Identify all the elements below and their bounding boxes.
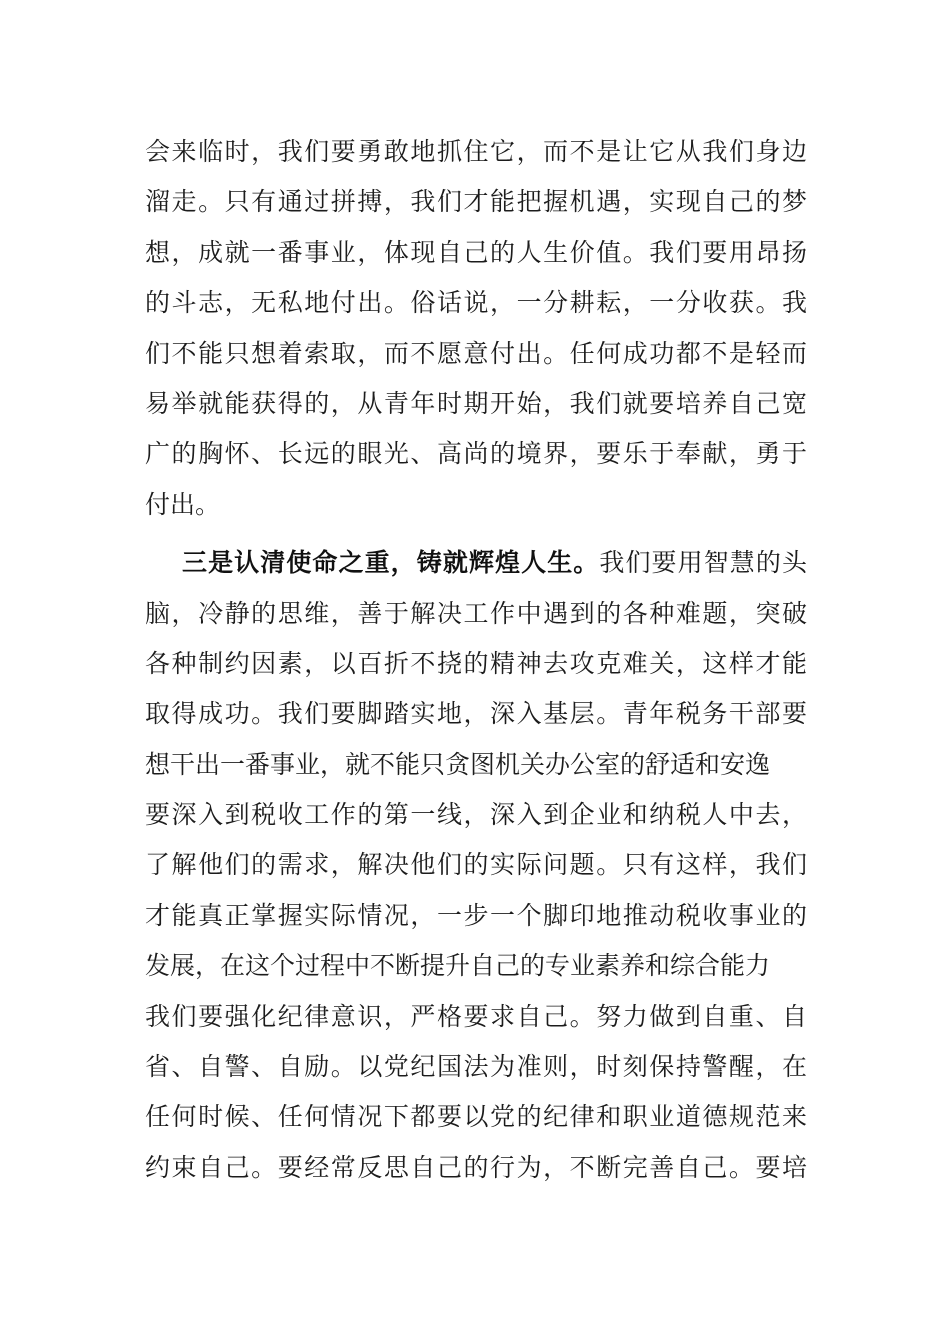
text-line: 脑，冷静的思维，善于解决工作中遇到的各种难题，突破 bbox=[145, 598, 807, 628]
text-line: 才能真正掌握实际情况，一步一个脚印地推动税收事业的 bbox=[145, 900, 807, 930]
text-line: 广的胸怀、长远的眼光、高尚的境界，要乐于奉献，勇于 bbox=[145, 439, 807, 469]
paragraph-spacer bbox=[145, 530, 807, 538]
text-line: 各种制约因素，以百折不挠的精神去攻克难关，这样才能 bbox=[145, 648, 807, 678]
text-line: 任何时候、任何情况下都要以党的纪律和职业道德规范来 bbox=[145, 1102, 807, 1132]
text-line: 会来临时，我们要勇敢地抓住它，而不是让它从我们身边 bbox=[145, 137, 807, 166]
text-line: 想干出一番事业，就不能只贪图机关办公室的舒适和安逸 bbox=[145, 749, 771, 779]
text-run: 我们要用智慧的头 bbox=[599, 548, 807, 578]
text-line: 我们要强化纪律意识，严格要求自己。努力做到自重、自 bbox=[145, 1001, 807, 1031]
text-line: 要深入到税收工作的第一线，深入到企业和纳税人中去， bbox=[145, 800, 807, 830]
text-line: 的斗志，无私地付出。俗话说，一分耕耘，一分收获。我 bbox=[145, 288, 807, 318]
text-line: 取得成功。我们要脚踏实地，深入基层。青年税务干部要 bbox=[145, 699, 807, 729]
section-lead-heading: 三是认清使命之重，铸就辉煌人生。 bbox=[182, 548, 600, 578]
text-line: 想，成就一番事业，体现自己的人生价值。我们要用昂扬 bbox=[145, 237, 807, 267]
text-line: 了解他们的需求，解决他们的实际问题。只有这样，我们 bbox=[145, 850, 807, 880]
text-line: 们不能只想着索取，而不愿意付出。任何成功都不是轻而 bbox=[145, 338, 807, 368]
paragraph-1 bbox=[145, 127, 807, 530]
text-line: 易举就能获得的，从青年时期开始，我们就要培养自己宽 bbox=[145, 388, 807, 418]
paragraph-first-line bbox=[145, 538, 807, 588]
paragraph-2 bbox=[145, 538, 807, 1193]
document-body bbox=[145, 127, 807, 1193]
text-line: 溜走。只有通过拼搏，我们才能把握机遇，实现自己的梦 bbox=[145, 187, 807, 217]
text-line: 发展，在这个过程中不断提升自己的专业素养和综合能力 bbox=[145, 951, 771, 981]
text-line: 付出。 bbox=[145, 489, 221, 519]
text-line: 省、自警、自励。以党纪国法为准则，时刻保持警醒，在 bbox=[145, 1052, 807, 1082]
text-line: 约束自己。要经常反思自己的行为，不断完善自己。要培 bbox=[145, 1152, 807, 1182]
